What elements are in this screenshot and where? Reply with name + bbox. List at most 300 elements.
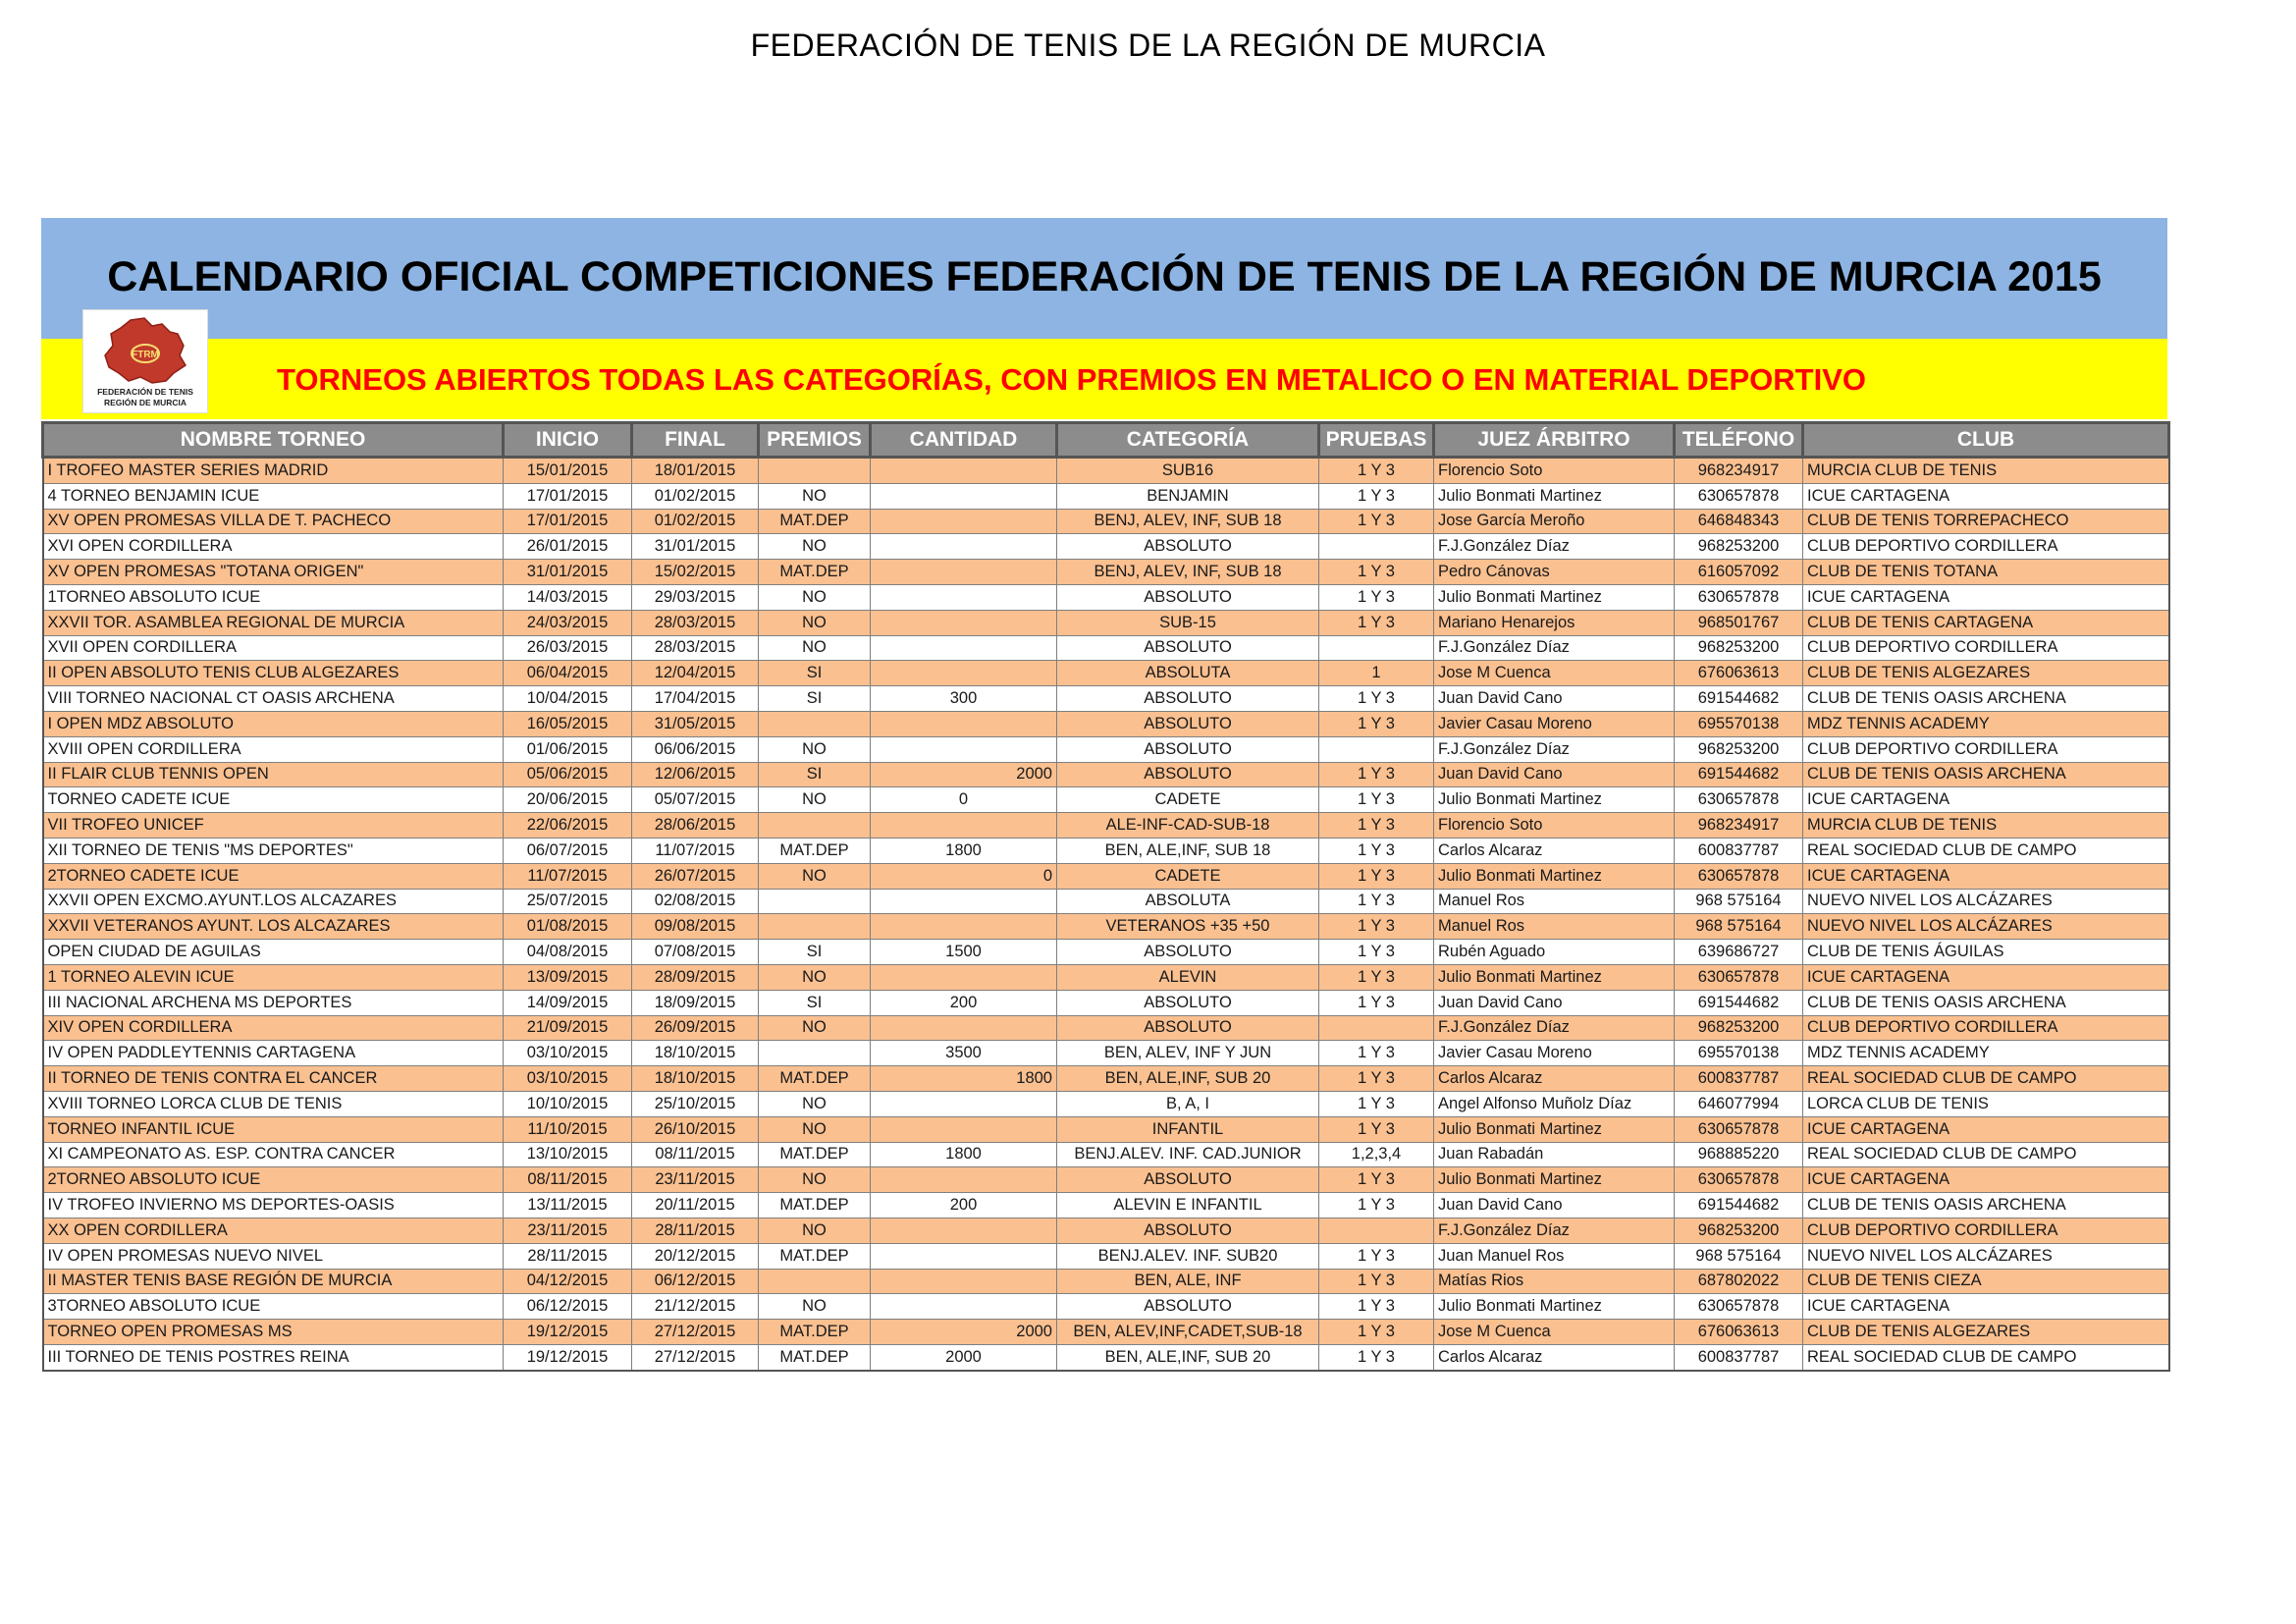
cell-juez-arbitro: Juan David Cano bbox=[1434, 990, 1675, 1015]
cell-final: 28/11/2015 bbox=[632, 1218, 759, 1243]
cell-categoria: ALEVIN E INFANTIL bbox=[1057, 1193, 1319, 1218]
cell-categoria: BENJ, ALEV, INF, SUB 18 bbox=[1057, 560, 1319, 585]
table-row bbox=[43, 560, 2169, 585]
column-header-telefono: TELÉFONO bbox=[1675, 423, 1803, 458]
table-body bbox=[43, 458, 2169, 1371]
cell-juez-arbitro: Julio Bonmati Martinez bbox=[1434, 787, 1675, 813]
cell-juez-arbitro: Carlos Alcaraz bbox=[1434, 1344, 1675, 1370]
cell-nombre-torneo: 2TORNEO ABSOLUTO ICUE bbox=[43, 1167, 504, 1193]
cell-nombre-torneo: 4 TORNEO BENJAMIN ICUE bbox=[43, 483, 504, 509]
cell-premios bbox=[759, 1269, 871, 1294]
cell-categoria: SUB-15 bbox=[1057, 610, 1319, 635]
cell-telefono: 968234917 bbox=[1675, 813, 1803, 839]
cell-club: CLUB DE TENIS ÁGUILAS bbox=[1803, 940, 2169, 965]
table-row bbox=[43, 534, 2169, 560]
cell-inicio: 17/01/2015 bbox=[504, 483, 632, 509]
cell-pruebas: 1 Y 3 bbox=[1319, 1066, 1434, 1092]
cell-cantidad bbox=[871, 964, 1057, 990]
cell-club: CLUB DEPORTIVO CORDILLERA bbox=[1803, 1218, 2169, 1243]
cell-club: REAL SOCIEDAD CLUB DE CAMPO bbox=[1803, 1344, 2169, 1370]
cell-club: ICUE CARTAGENA bbox=[1803, 964, 2169, 990]
cell-inicio: 31/01/2015 bbox=[504, 560, 632, 585]
cell-premios: MAT.DEP bbox=[759, 1193, 871, 1218]
cell-premios: NO bbox=[759, 584, 871, 610]
cell-final: 18/10/2015 bbox=[632, 1041, 759, 1066]
cell-categoria: ABSOLUTA bbox=[1057, 889, 1319, 914]
cell-final: 28/03/2015 bbox=[632, 610, 759, 635]
cell-juez-arbitro: Julio Bonmati Martinez bbox=[1434, 1116, 1675, 1142]
cell-final: 01/02/2015 bbox=[632, 483, 759, 509]
cell-telefono: 600837787 bbox=[1675, 838, 1803, 863]
cell-premios: MAT.DEP bbox=[759, 560, 871, 585]
cell-nombre-torneo: IV OPEN PADDLEYTENNIS CARTAGENA bbox=[43, 1041, 504, 1066]
table-row bbox=[43, 1142, 2169, 1167]
cell-cantidad: 2000 bbox=[871, 1320, 1057, 1345]
cell-nombre-torneo: I TROFEO MASTER SERIES MADRID bbox=[43, 458, 504, 484]
cell-categoria: ABSOLUTO bbox=[1057, 711, 1319, 736]
cell-premios: NO bbox=[759, 610, 871, 635]
cell-final: 18/10/2015 bbox=[632, 1066, 759, 1092]
cell-juez-arbitro: Carlos Alcaraz bbox=[1434, 1066, 1675, 1092]
cell-pruebas: 1 Y 3 bbox=[1319, 889, 1434, 914]
cell-premios bbox=[759, 813, 871, 839]
cell-cantidad bbox=[871, 560, 1057, 585]
cell-club: ICUE CARTAGENA bbox=[1803, 1116, 2169, 1142]
table-row bbox=[43, 1243, 2169, 1269]
cell-pruebas: 1 Y 3 bbox=[1319, 1320, 1434, 1345]
cell-inicio: 11/07/2015 bbox=[504, 863, 632, 889]
cell-premios: MAT.DEP bbox=[759, 1066, 871, 1092]
cell-inicio: 26/03/2015 bbox=[504, 635, 632, 661]
cell-nombre-torneo: TORNEO OPEN PROMESAS MS bbox=[43, 1320, 504, 1345]
cell-categoria: ABSOLUTO bbox=[1057, 1294, 1319, 1320]
table-row bbox=[43, 1015, 2169, 1041]
cell-club: CLUB DEPORTIVO CORDILLERA bbox=[1803, 1015, 2169, 1041]
cell-nombre-torneo: XV OPEN PROMESAS VILLA DE T. PACHECO bbox=[43, 509, 504, 534]
cell-premios: MAT.DEP bbox=[759, 509, 871, 534]
cell-nombre-torneo: II MASTER TENIS BASE REGIÓN DE MURCIA bbox=[43, 1269, 504, 1294]
cell-telefono: 676063613 bbox=[1675, 661, 1803, 686]
cell-categoria: INFANTIL bbox=[1057, 1116, 1319, 1142]
cell-pruebas: 1 Y 3 bbox=[1319, 1294, 1434, 1320]
cell-nombre-torneo: VII TROFEO UNICEF bbox=[43, 813, 504, 839]
cell-juez-arbitro: F.J.González Díaz bbox=[1434, 1015, 1675, 1041]
cell-juez-arbitro: F.J.González Díaz bbox=[1434, 534, 1675, 560]
cell-pruebas: 1 bbox=[1319, 661, 1434, 686]
cell-pruebas: 1 Y 3 bbox=[1319, 1269, 1434, 1294]
cell-final: 25/10/2015 bbox=[632, 1091, 759, 1116]
cell-juez-arbitro: Mariano Henarejos bbox=[1434, 610, 1675, 635]
cell-cantidad bbox=[871, 736, 1057, 762]
cell-final: 06/06/2015 bbox=[632, 736, 759, 762]
cell-juez-arbitro: Rubén Aguado bbox=[1434, 940, 1675, 965]
table-row bbox=[43, 964, 2169, 990]
cell-inicio: 06/07/2015 bbox=[504, 838, 632, 863]
cell-club: ICUE CARTAGENA bbox=[1803, 863, 2169, 889]
cell-cantidad bbox=[871, 1243, 1057, 1269]
cell-final: 31/05/2015 bbox=[632, 711, 759, 736]
cell-club: NUEVO NIVEL LOS ALCÁZARES bbox=[1803, 914, 2169, 940]
cell-club: CLUB DE TENIS TOTANA bbox=[1803, 560, 2169, 585]
cell-pruebas: 1 Y 3 bbox=[1319, 1344, 1434, 1370]
cell-club: CLUB DE TENIS TORREPACHECO bbox=[1803, 509, 2169, 534]
cell-premios: MAT.DEP bbox=[759, 1344, 871, 1370]
cell-cantidad bbox=[871, 661, 1057, 686]
cell-telefono: 630657878 bbox=[1675, 863, 1803, 889]
cell-premios bbox=[759, 458, 871, 484]
cell-juez-arbitro: F.J.González Díaz bbox=[1434, 635, 1675, 661]
cell-final: 20/12/2015 bbox=[632, 1243, 759, 1269]
cell-cantidad bbox=[871, 1015, 1057, 1041]
organization-title: FEDERACIÓN DE TENIS DE LA REGIÓN DE MURCIA bbox=[750, 27, 1546, 63]
column-header-final: FINAL bbox=[632, 423, 759, 458]
cell-inicio: 05/06/2015 bbox=[504, 762, 632, 787]
table-row bbox=[43, 1218, 2169, 1243]
cell-nombre-torneo: OPEN CIUDAD DE AGUILAS bbox=[43, 940, 504, 965]
cell-nombre-torneo: 1TORNEO ABSOLUTO ICUE bbox=[43, 584, 504, 610]
cell-final: 05/07/2015 bbox=[632, 787, 759, 813]
cell-pruebas: 1 Y 3 bbox=[1319, 483, 1434, 509]
cell-juez-arbitro: Julio Bonmati Martinez bbox=[1434, 1167, 1675, 1193]
cell-club: CLUB DEPORTIVO CORDILLERA bbox=[1803, 635, 2169, 661]
cell-final: 20/11/2015 bbox=[632, 1193, 759, 1218]
cell-juez-arbitro: Florencio Soto bbox=[1434, 813, 1675, 839]
cell-categoria: ALEVIN bbox=[1057, 964, 1319, 990]
cell-nombre-torneo: I OPEN MDZ ABSOLUTO bbox=[43, 711, 504, 736]
cell-club: ICUE CARTAGENA bbox=[1803, 1294, 2169, 1320]
cell-inicio: 10/10/2015 bbox=[504, 1091, 632, 1116]
cell-categoria: ABSOLUTO bbox=[1057, 990, 1319, 1015]
cell-inicio: 03/10/2015 bbox=[504, 1041, 632, 1066]
table-row bbox=[43, 787, 2169, 813]
cell-pruebas: 1 Y 3 bbox=[1319, 813, 1434, 839]
cell-cantidad bbox=[871, 1167, 1057, 1193]
cell-pruebas bbox=[1319, 534, 1434, 560]
cell-telefono: 691544682 bbox=[1675, 762, 1803, 787]
table-row bbox=[43, 1091, 2169, 1116]
cell-final: 31/01/2015 bbox=[632, 534, 759, 560]
cell-categoria: ABSOLUTO bbox=[1057, 584, 1319, 610]
table-row bbox=[43, 889, 2169, 914]
table-row bbox=[43, 483, 2169, 509]
cell-premios: NO bbox=[759, 964, 871, 990]
cell-club: CLUB DE TENIS OASIS ARCHENA bbox=[1803, 686, 2169, 712]
cell-telefono: 968234917 bbox=[1675, 458, 1803, 484]
cell-cantidad bbox=[871, 914, 1057, 940]
column-header-categoria: CATEGORÍA bbox=[1057, 423, 1319, 458]
cell-club: CLUB DE TENIS ALGEZARES bbox=[1803, 661, 2169, 686]
table-row bbox=[43, 1320, 2169, 1345]
cell-premios: NO bbox=[759, 1167, 871, 1193]
ftrm-logo bbox=[82, 309, 208, 413]
cell-nombre-torneo: TORNEO INFANTIL ICUE bbox=[43, 1116, 504, 1142]
column-header-club: CLUB bbox=[1803, 423, 2169, 458]
cell-juez-arbitro: Javier Casau Moreno bbox=[1434, 1041, 1675, 1066]
cell-pruebas: 1,2,3,4 bbox=[1319, 1142, 1434, 1167]
cell-categoria: ABSOLUTO bbox=[1057, 736, 1319, 762]
cell-juez-arbitro: Julio Bonmati Martinez bbox=[1434, 863, 1675, 889]
cell-club: CLUB DE TENIS CARTAGENA bbox=[1803, 610, 2169, 635]
cell-inicio: 01/08/2015 bbox=[504, 914, 632, 940]
cell-inicio: 24/03/2015 bbox=[504, 610, 632, 635]
cell-telefono: 639686727 bbox=[1675, 940, 1803, 965]
cell-premios: SI bbox=[759, 686, 871, 712]
cell-premios: NO bbox=[759, 863, 871, 889]
cell-nombre-torneo: 2TORNEO CADETE ICUE bbox=[43, 863, 504, 889]
cell-pruebas: 1 Y 3 bbox=[1319, 940, 1434, 965]
cell-inicio: 03/10/2015 bbox=[504, 1066, 632, 1092]
cell-categoria: BEN, ALEV,INF,CADET,SUB-18 bbox=[1057, 1320, 1319, 1345]
cell-club: LORCA CLUB DE TENIS bbox=[1803, 1091, 2169, 1116]
cell-juez-arbitro: Julio Bonmati Martinez bbox=[1434, 483, 1675, 509]
cell-inicio: 14/09/2015 bbox=[504, 990, 632, 1015]
logo-text-line1: FEDERACIÓN DE TENIS bbox=[97, 387, 193, 397]
cell-club: NUEVO NIVEL LOS ALCÁZARES bbox=[1803, 889, 2169, 914]
cell-telefono: 600837787 bbox=[1675, 1344, 1803, 1370]
cell-pruebas: 1 Y 3 bbox=[1319, 560, 1434, 585]
cell-pruebas: 1 Y 3 bbox=[1319, 584, 1434, 610]
cell-categoria: BENJ.ALEV. INF. SUB20 bbox=[1057, 1243, 1319, 1269]
cell-nombre-torneo: VIII TORNEO NACIONAL CT OASIS ARCHENA bbox=[43, 686, 504, 712]
cell-final: 12/04/2015 bbox=[632, 661, 759, 686]
cell-telefono: 616057092 bbox=[1675, 560, 1803, 585]
cell-cantidad bbox=[871, 1269, 1057, 1294]
cell-final: 26/10/2015 bbox=[632, 1116, 759, 1142]
table-row bbox=[43, 686, 2169, 712]
cell-telefono: 646848343 bbox=[1675, 509, 1803, 534]
cell-pruebas bbox=[1319, 736, 1434, 762]
cell-nombre-torneo: XII TORNEO DE TENIS "MS DEPORTES" bbox=[43, 838, 504, 863]
cell-cantidad: 1800 bbox=[871, 1066, 1057, 1092]
cell-telefono: 968 575164 bbox=[1675, 889, 1803, 914]
cell-final: 09/08/2015 bbox=[632, 914, 759, 940]
cell-telefono: 695570138 bbox=[1675, 711, 1803, 736]
cell-pruebas: 1 Y 3 bbox=[1319, 762, 1434, 787]
cell-telefono: 630657878 bbox=[1675, 1294, 1803, 1320]
cell-club: MURCIA CLUB DE TENIS bbox=[1803, 458, 2169, 484]
cell-club: REAL SOCIEDAD CLUB DE CAMPO bbox=[1803, 838, 2169, 863]
cell-inicio: 01/06/2015 bbox=[504, 736, 632, 762]
cell-club: CLUB DEPORTIVO CORDILLERA bbox=[1803, 736, 2169, 762]
cell-cantidad: 1500 bbox=[871, 940, 1057, 965]
cell-nombre-torneo: XVIII OPEN CORDILLERA bbox=[43, 736, 504, 762]
cell-categoria: BEN, ALE, INF bbox=[1057, 1269, 1319, 1294]
cell-nombre-torneo: XVII OPEN CORDILLERA bbox=[43, 635, 504, 661]
cell-inicio: 13/11/2015 bbox=[504, 1193, 632, 1218]
cell-telefono: 968253200 bbox=[1675, 534, 1803, 560]
cell-nombre-torneo: XV OPEN PROMESAS "TOTANA ORIGEN" bbox=[43, 560, 504, 585]
cell-final: 07/08/2015 bbox=[632, 940, 759, 965]
cell-telefono: 630657878 bbox=[1675, 1116, 1803, 1142]
cell-club: REAL SOCIEDAD CLUB DE CAMPO bbox=[1803, 1142, 2169, 1167]
cell-categoria: ALE-INF-CAD-SUB-18 bbox=[1057, 813, 1319, 839]
cell-telefono: 630657878 bbox=[1675, 584, 1803, 610]
cell-pruebas bbox=[1319, 635, 1434, 661]
cell-premios: NO bbox=[759, 534, 871, 560]
cell-inicio: 26/01/2015 bbox=[504, 534, 632, 560]
cell-final: 08/11/2015 bbox=[632, 1142, 759, 1167]
cell-juez-arbitro: Manuel Ros bbox=[1434, 889, 1675, 914]
cell-premios bbox=[759, 914, 871, 940]
cell-nombre-torneo: XXVII TOR. ASAMBLEA REGIONAL DE MURCIA bbox=[43, 610, 504, 635]
murcia-region-map-icon bbox=[101, 316, 189, 387]
cell-premios: MAT.DEP bbox=[759, 1320, 871, 1345]
cell-inicio: 04/08/2015 bbox=[504, 940, 632, 965]
cell-final: 28/09/2015 bbox=[632, 964, 759, 990]
cell-club: MURCIA CLUB DE TENIS bbox=[1803, 813, 2169, 839]
cell-categoria: BENJ, ALEV, INF, SUB 18 bbox=[1057, 509, 1319, 534]
cell-inicio: 22/06/2015 bbox=[504, 813, 632, 839]
cell-nombre-torneo: II OPEN ABSOLUTO TENIS CLUB ALGEZARES bbox=[43, 661, 504, 686]
cell-telefono: 676063613 bbox=[1675, 1320, 1803, 1345]
cell-club: CLUB DE TENIS OASIS ARCHENA bbox=[1803, 1193, 2169, 1218]
cell-cantidad: 2000 bbox=[871, 762, 1057, 787]
title-banner bbox=[41, 218, 2167, 419]
cell-telefono: 600837787 bbox=[1675, 1066, 1803, 1092]
cell-categoria: ABSOLUTO bbox=[1057, 1167, 1319, 1193]
cell-club: ICUE CARTAGENA bbox=[1803, 584, 2169, 610]
cell-nombre-torneo: TORNEO CADETE ICUE bbox=[43, 787, 504, 813]
cell-cantidad bbox=[871, 610, 1057, 635]
table-row bbox=[43, 1066, 2169, 1092]
cell-club: CLUB DE TENIS OASIS ARCHENA bbox=[1803, 762, 2169, 787]
table-row bbox=[43, 914, 2169, 940]
cell-juez-arbitro: Jose M Cuenca bbox=[1434, 1320, 1675, 1345]
column-header-premios: PREMIOS bbox=[759, 423, 871, 458]
table-row bbox=[43, 458, 2169, 484]
column-header-cantidad: CANTIDAD bbox=[871, 423, 1057, 458]
cell-nombre-torneo: 3TORNEO ABSOLUTO ICUE bbox=[43, 1294, 504, 1320]
cell-pruebas: 1 Y 3 bbox=[1319, 787, 1434, 813]
table-row bbox=[43, 1116, 2169, 1142]
cell-premios: NO bbox=[759, 1091, 871, 1116]
cell-juez-arbitro: Julio Bonmati Martinez bbox=[1434, 584, 1675, 610]
cell-inicio: 19/12/2015 bbox=[504, 1344, 632, 1370]
cell-juez-arbitro: F.J.González Díaz bbox=[1434, 1218, 1675, 1243]
cell-categoria: ABSOLUTO bbox=[1057, 635, 1319, 661]
cell-telefono: 630657878 bbox=[1675, 964, 1803, 990]
cell-nombre-torneo: XXVII VETERANOS AYUNT. LOS ALCAZARES bbox=[43, 914, 504, 940]
cell-pruebas: 1 Y 3 bbox=[1319, 509, 1434, 534]
cell-telefono: 968 575164 bbox=[1675, 914, 1803, 940]
cell-club: MDZ TENNIS ACADEMY bbox=[1803, 1041, 2169, 1066]
cell-juez-arbitro: Carlos Alcaraz bbox=[1434, 838, 1675, 863]
cell-nombre-torneo: III TORNEO DE TENIS POSTRES REINA bbox=[43, 1344, 504, 1370]
cell-inicio: 13/10/2015 bbox=[504, 1142, 632, 1167]
cell-premios: NO bbox=[759, 1218, 871, 1243]
cell-final: 27/12/2015 bbox=[632, 1344, 759, 1370]
cell-nombre-torneo: IV TROFEO INVIERNO MS DEPORTES-OASIS bbox=[43, 1193, 504, 1218]
cell-categoria: VETERANOS +35 +50 bbox=[1057, 914, 1319, 940]
cell-inicio: 20/06/2015 bbox=[504, 787, 632, 813]
cell-juez-arbitro: Juan Manuel Ros bbox=[1434, 1243, 1675, 1269]
cell-final: 26/07/2015 bbox=[632, 863, 759, 889]
cell-juez-arbitro: Juan David Cano bbox=[1434, 1193, 1675, 1218]
cell-cantidad bbox=[871, 509, 1057, 534]
table-row bbox=[43, 1344, 2169, 1370]
cell-club: MDZ TENNIS ACADEMY bbox=[1803, 711, 2169, 736]
cell-telefono: 687802022 bbox=[1675, 1269, 1803, 1294]
cell-telefono: 691544682 bbox=[1675, 990, 1803, 1015]
cell-juez-arbitro: Juan David Cano bbox=[1434, 762, 1675, 787]
cell-premios: NO bbox=[759, 787, 871, 813]
cell-inicio: 23/11/2015 bbox=[504, 1218, 632, 1243]
cell-inicio: 10/04/2015 bbox=[504, 686, 632, 712]
cell-cantidad bbox=[871, 584, 1057, 610]
cell-telefono: 646077994 bbox=[1675, 1091, 1803, 1116]
cell-categoria: ABSOLUTO bbox=[1057, 534, 1319, 560]
cell-pruebas: 1 Y 3 bbox=[1319, 686, 1434, 712]
cell-pruebas: 1 Y 3 bbox=[1319, 838, 1434, 863]
cell-cantidad: 1800 bbox=[871, 1142, 1057, 1167]
cell-inicio: 15/01/2015 bbox=[504, 458, 632, 484]
cell-pruebas: 1 Y 3 bbox=[1319, 711, 1434, 736]
cell-juez-arbitro: Julio Bonmati Martinez bbox=[1434, 1294, 1675, 1320]
cell-inicio: 28/11/2015 bbox=[504, 1243, 632, 1269]
cell-inicio: 06/12/2015 bbox=[504, 1294, 632, 1320]
cell-inicio: 17/01/2015 bbox=[504, 509, 632, 534]
table-row bbox=[43, 1269, 2169, 1294]
table-row bbox=[43, 762, 2169, 787]
cell-cantidad: 1800 bbox=[871, 838, 1057, 863]
cell-inicio: 06/04/2015 bbox=[504, 661, 632, 686]
cell-telefono: 968253200 bbox=[1675, 736, 1803, 762]
cell-telefono: 968501767 bbox=[1675, 610, 1803, 635]
cell-cantidad bbox=[871, 534, 1057, 560]
cell-juez-arbitro: Jose M Cuenca bbox=[1434, 661, 1675, 686]
cell-nombre-torneo: XVI OPEN CORDILLERA bbox=[43, 534, 504, 560]
cell-juez-arbitro: Florencio Soto bbox=[1434, 458, 1675, 484]
cell-nombre-torneo: XXVII OPEN EXCMO.AYUNT.LOS ALCAZARES bbox=[43, 889, 504, 914]
cell-pruebas: 1 Y 3 bbox=[1319, 1116, 1434, 1142]
cell-final: 26/09/2015 bbox=[632, 1015, 759, 1041]
cell-club: NUEVO NIVEL LOS ALCÁZARES bbox=[1803, 1243, 2169, 1269]
cell-premios: MAT.DEP bbox=[759, 1243, 871, 1269]
table-row bbox=[43, 610, 2169, 635]
cell-categoria: BEN, ALE,INF, SUB 18 bbox=[1057, 838, 1319, 863]
cell-juez-arbitro: Juan David Cano bbox=[1434, 686, 1675, 712]
cell-inicio: 25/07/2015 bbox=[504, 889, 632, 914]
cell-inicio: 13/09/2015 bbox=[504, 964, 632, 990]
cell-nombre-torneo: II TORNEO DE TENIS CONTRA EL CANCER bbox=[43, 1066, 504, 1092]
cell-juez-arbitro: Pedro Cánovas bbox=[1434, 560, 1675, 585]
cell-final: 01/02/2015 bbox=[632, 509, 759, 534]
cell-categoria: CADETE bbox=[1057, 787, 1319, 813]
cell-inicio: 16/05/2015 bbox=[504, 711, 632, 736]
cell-telefono: 968 575164 bbox=[1675, 1243, 1803, 1269]
cell-final: 11/07/2015 bbox=[632, 838, 759, 863]
cell-pruebas: 1 Y 3 bbox=[1319, 964, 1434, 990]
cell-premios: NO bbox=[759, 1015, 871, 1041]
cell-premios: SI bbox=[759, 940, 871, 965]
cell-cantidad bbox=[871, 458, 1057, 484]
main-title: CALENDARIO OFICIAL COMPETICIONES FEDERACIÓN DE TENIS DE LA REGIÓN DE MURCIA 2015 bbox=[107, 253, 2102, 300]
cell-club: CLUB DE TENIS ALGEZARES bbox=[1803, 1320, 2169, 1345]
cell-club: ICUE CARTAGENA bbox=[1803, 483, 2169, 509]
cell-nombre-torneo: XIV OPEN CORDILLERA bbox=[43, 1015, 504, 1041]
table-row bbox=[43, 584, 2169, 610]
table-row bbox=[43, 1167, 2169, 1193]
cell-final: 23/11/2015 bbox=[632, 1167, 759, 1193]
tournament-calendar-table bbox=[41, 421, 2170, 1372]
cell-juez-arbitro: F.J.González Díaz bbox=[1434, 736, 1675, 762]
cell-inicio: 14/03/2015 bbox=[504, 584, 632, 610]
cell-telefono: 695570138 bbox=[1675, 1041, 1803, 1066]
cell-cantidad bbox=[871, 483, 1057, 509]
cell-inicio: 08/11/2015 bbox=[504, 1167, 632, 1193]
table-row bbox=[43, 863, 2169, 889]
cell-cantidad: 200 bbox=[871, 1193, 1057, 1218]
